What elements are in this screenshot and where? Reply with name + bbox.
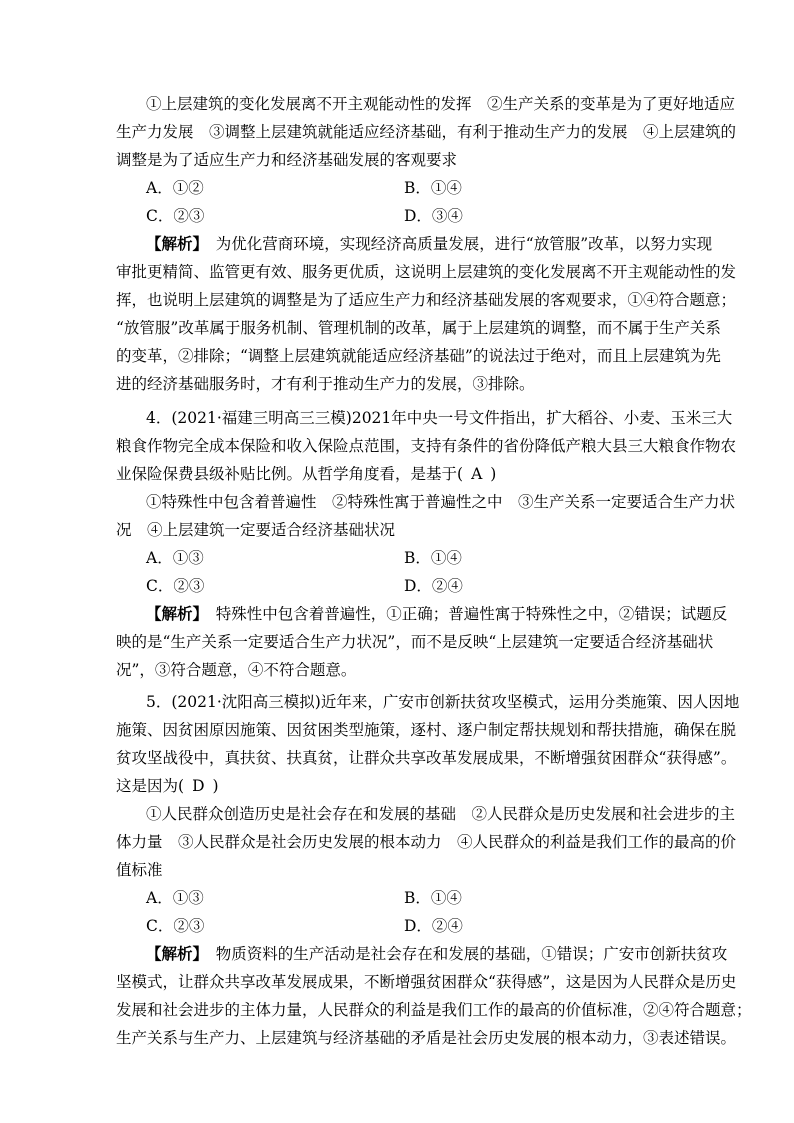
q5-explanation-line-1 — [146, 940, 728, 968]
q3-explanation-line-6: 进的经济基础服务时，才有利于推动生产力的发展，③排除。 — [116, 375, 535, 393]
q5-stem-line-2: 施策、因贫困原因施策、因贫困类型施策，逐村、逐户制定帮扶规划和帮扶措施，确保在脱 — [116, 721, 737, 739]
q5-stem-close-paren: ) — [212, 777, 219, 795]
q3-explanation-line-2: 审批更精简、监管更有效、服务更优质，这说明上层建筑的变化发展离不开主观能动性的发 — [116, 263, 737, 281]
q5-stem-text: 这是因为( — [116, 777, 185, 795]
q5-statement-line-3: 值标准 — [116, 861, 163, 879]
q4-stem-line-1: 4．(2021·福建三明高三三模)2021年中央一号文件指出，扩大稻谷、小麦、玉米三大 — [146, 409, 733, 427]
q4-answer: A — [471, 465, 483, 483]
q3-option-c: C．②③ — [146, 207, 205, 225]
q4-explanation-text-1: 特殊性中包含着普遍性，①正确；普遍性寓于特殊性之中，②错误；试题反 — [200, 605, 728, 623]
q4-option-b: B．①④ — [404, 549, 462, 567]
q5-explanation-line-4: 生产关系与生产力、上层建筑与经济基础的矛盾是社会历史发展的根本动力，③表述错误。 — [116, 1029, 737, 1047]
q4-statement-line-2: 况 ④上层建筑一定要适合经济基础状况 — [116, 521, 396, 539]
q5-answer: D — [192, 777, 205, 795]
q4-option-c: C．②③ — [146, 577, 205, 595]
q3-statement-line-3: 调整是为了适应生产力和经济基础发展的客观要求 — [116, 151, 458, 169]
q4-option-a: A．①③ — [146, 549, 204, 567]
q4-explanation-line-3: 况”，③符合题意，④不符合题意。 — [116, 661, 357, 679]
q5-explanation-line-3: 发展和社会进步的主体力量，人民群众的利益是我们工作的最高的价值标准，②④符合题意； — [116, 1001, 752, 1019]
q3-explanation-line-1 — [146, 230, 713, 258]
q4-stem-line-2: 粮食作物完全成本保险和收入保险点范围，支持有条件的省份降低产粮大县三大粮食作物农 — [116, 437, 737, 455]
q3-option-d: D．③④ — [404, 207, 463, 225]
q4-stem-text: 业保险保费县级补贴比例。从哲学角度看，是基于( — [116, 465, 464, 483]
q5-stem-line-3: 贫攻坚战役中，真扶贫、扶真贫，让群众共享改革发展成果，不断增强贫困群众“获得感”。 — [116, 749, 737, 767]
q5-statement-line-1: ①人民群众创造历史是社会存在和发展的基础 ②人民群众是历史发展和社会进步的主 — [146, 805, 736, 823]
q5-stem-line-4 — [116, 772, 682, 800]
q4-stem-line-3 — [116, 460, 682, 488]
q4-explanation-line-2: 映的是“生产关系一定要适合生产力状况”，而不是反映“上层建筑一定要适合经济基础状 — [116, 633, 714, 651]
q5-explanation-line-2: 坚模式，让群众共享改革发展成果，不断增强贫困群众“获得感”，这是因为人民群众是历史 — [116, 973, 737, 991]
q3-explanation-text-1: 为优化营商环境，实现经济高质量发展，进行“放管服”改革，以努力实现 — [200, 235, 713, 253]
q3-statement-line-2: 生产力发展 ③调整上层建筑就能适应经济基础，有利于推动生产力的发展 ④上层建筑的 — [116, 123, 737, 141]
q4-option-d: D．②④ — [404, 577, 463, 595]
q4-stem-close-paren: ) — [490, 465, 497, 483]
q5-option-d: D．②④ — [404, 917, 463, 935]
q5-explanation-text-1: 物质资料的生产活动是社会存在和发展的基础，①错误；广安市创新扶贫攻 — [200, 945, 728, 963]
q3-explanation-line-3: 挥，也说明上层建筑的调整是为了适应生产力和经济基础发展的客观要求，①④符合题意； — [116, 291, 737, 309]
q3-option-a: A．①② — [146, 179, 204, 197]
q3-explanation-line-5: 的变革，②排除；“调整上层建筑就能适应经济基础”的说法过于绝对，而且上层建筑为先 — [116, 347, 721, 365]
q5-option-b: B．①④ — [404, 889, 462, 907]
q5-stem-line-1: 5．(2021·沈阳高三模拟)近年来，广安市创新扶贫攻坚模式，运用分类施策、因人因地 — [146, 693, 740, 711]
q5-explanation-label: 【解析】 — [146, 945, 201, 963]
q5-option-c: C．②③ — [146, 917, 205, 935]
q3-explanation-label: 【解析】 — [146, 235, 201, 253]
q3-option-b: B．①④ — [404, 179, 462, 197]
q3-statement-line-1: ①上层建筑的变化发展离不开主观能动性的发挥 ②生产关系的变革是为了更好地适应 — [146, 95, 736, 113]
q4-explanation-line-1 — [146, 600, 728, 628]
q4-explanation-label: 【解析】 — [146, 605, 201, 623]
q5-statement-line-2: 体力量 ③人民群众是社会历史发展的根本动力 ④人民群众的利益是我们工作的最高的价 — [116, 833, 737, 851]
q4-statement-line-1: ①特殊性中包含着普遍性 ②特殊性寓于普遍性之中 ③生产关系一定要适合生产力状 — [146, 493, 736, 511]
q5-option-a: A．①③ — [146, 889, 204, 907]
q3-explanation-line-4: “放管服”改革属于服务机制、管理机制的改革，属于上层建筑的调整，而不属于生产关系 — [116, 319, 721, 337]
